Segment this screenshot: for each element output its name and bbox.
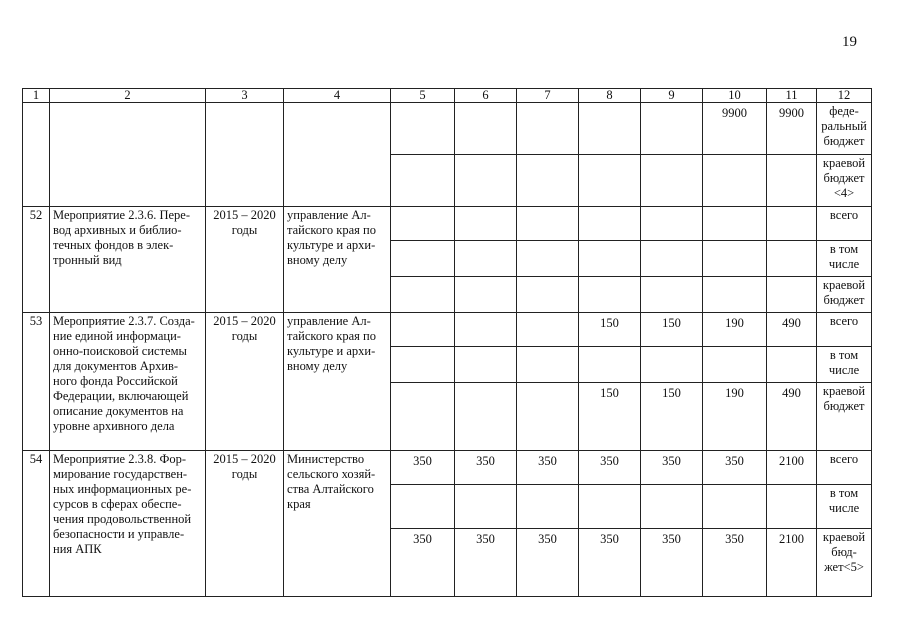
value-cell bbox=[703, 207, 767, 241]
executor: Министерство сельского хозяй- ства Алтайского края bbox=[284, 451, 391, 597]
value-cell: 350 bbox=[391, 529, 455, 597]
funding-source: всего bbox=[817, 313, 872, 347]
value-cell bbox=[391, 103, 455, 155]
executor: управление Ал- тайского края по культуре и архи- вному делу bbox=[284, 207, 391, 313]
value-cell: 2100 bbox=[767, 451, 817, 485]
funding-source: всего bbox=[817, 207, 872, 241]
value-cell: 190 bbox=[703, 383, 767, 451]
value-cell: 150 bbox=[579, 383, 641, 451]
value-cell bbox=[579, 485, 641, 529]
funding-source: в том числе bbox=[817, 241, 872, 277]
value-cell: 350 bbox=[703, 529, 767, 597]
value-cell bbox=[391, 485, 455, 529]
value-cell: 9900 bbox=[767, 103, 817, 155]
value-cell bbox=[517, 241, 579, 277]
value-cell bbox=[703, 347, 767, 383]
value-cell bbox=[767, 347, 817, 383]
funding-source: в том числе bbox=[817, 347, 872, 383]
value-cell: 350 bbox=[455, 451, 517, 485]
value-cell bbox=[579, 347, 641, 383]
value-cell: 150 bbox=[641, 383, 703, 451]
value-cell: 490 bbox=[767, 313, 817, 347]
empty-cell bbox=[284, 103, 391, 207]
header-cell: 4 bbox=[284, 89, 391, 103]
header-cell: 11 bbox=[767, 89, 817, 103]
row-number: 54 bbox=[23, 451, 50, 597]
header-cell: 12 bbox=[817, 89, 872, 103]
value-cell: 490 bbox=[767, 383, 817, 451]
header-cell: 8 bbox=[579, 89, 641, 103]
value-cell bbox=[517, 155, 579, 207]
measure-description: Мероприятие 2.3.6. Пере- вод архивных и библио- течных фондов в элек- тронный вид bbox=[50, 207, 206, 313]
value-cell bbox=[641, 207, 703, 241]
value-cell bbox=[703, 277, 767, 313]
empty-cell bbox=[206, 103, 284, 207]
value-cell bbox=[641, 277, 703, 313]
executor: управление Ал- тайского края по культуре и архи- вному делу bbox=[284, 313, 391, 451]
value-cell: 350 bbox=[517, 451, 579, 485]
value-cell bbox=[455, 347, 517, 383]
implementation-period: 2015 – 2020 годы bbox=[206, 207, 284, 313]
header-cell: 10 bbox=[703, 89, 767, 103]
empty-cell bbox=[23, 103, 50, 207]
value-cell bbox=[641, 347, 703, 383]
value-cell bbox=[767, 485, 817, 529]
header-cell: 1 bbox=[23, 89, 50, 103]
value-cell bbox=[767, 155, 817, 207]
measure-row bbox=[23, 313, 872, 347]
value-cell bbox=[455, 155, 517, 207]
value-cell bbox=[703, 485, 767, 529]
value-cell: 350 bbox=[391, 451, 455, 485]
value-cell: 190 bbox=[703, 313, 767, 347]
funding-source: краевой бюджет bbox=[817, 383, 872, 451]
measure-row bbox=[23, 451, 872, 485]
value-cell bbox=[391, 347, 455, 383]
value-cell bbox=[391, 383, 455, 451]
value-cell bbox=[455, 207, 517, 241]
continuation-row bbox=[23, 103, 872, 155]
value-cell bbox=[517, 103, 579, 155]
header-row bbox=[23, 89, 872, 103]
header-cell: 6 bbox=[455, 89, 517, 103]
header-cell: 7 bbox=[517, 89, 579, 103]
header-cell: 5 bbox=[391, 89, 455, 103]
value-cell bbox=[579, 155, 641, 207]
value-cell bbox=[641, 241, 703, 277]
measure-description: Мероприятие 2.3.8. Фор- мирование государствен- ных информационных ре- сурсов в сферах обеспе- чения продовольственной безопасности и управле- ния АПК bbox=[50, 451, 206, 597]
funding-source: всего bbox=[817, 451, 872, 485]
value-cell bbox=[455, 277, 517, 313]
value-cell bbox=[579, 241, 641, 277]
value-cell bbox=[391, 207, 455, 241]
value-cell bbox=[767, 241, 817, 277]
value-cell bbox=[517, 347, 579, 383]
value-cell bbox=[579, 103, 641, 155]
value-cell bbox=[391, 241, 455, 277]
value-cell bbox=[767, 207, 817, 241]
value-cell: 350 bbox=[517, 529, 579, 597]
value-cell bbox=[517, 313, 579, 347]
value-cell: 350 bbox=[579, 529, 641, 597]
value-cell bbox=[455, 313, 517, 347]
value-cell bbox=[517, 277, 579, 313]
value-cell bbox=[579, 277, 641, 313]
value-cell bbox=[703, 155, 767, 207]
value-cell bbox=[455, 383, 517, 451]
funding-source: в том числе bbox=[817, 485, 872, 529]
value-cell bbox=[517, 485, 579, 529]
measure-description: Мероприятие 2.3.7. Созда- ние единой информаци- онно-поисковой системы для документов Архив- ного фонда Российской Федерации, включающей описание документов на уровне архивного дела bbox=[50, 313, 206, 451]
funding-source: краевой бюд- жет<5> bbox=[817, 529, 872, 597]
value-cell: 2100 bbox=[767, 529, 817, 597]
header-cell: 2 bbox=[50, 89, 206, 103]
value-cell: 350 bbox=[455, 529, 517, 597]
value-cell bbox=[641, 103, 703, 155]
value-cell bbox=[455, 103, 517, 155]
empty-cell bbox=[50, 103, 206, 207]
value-cell bbox=[641, 155, 703, 207]
implementation-period: 2015 – 2020 годы bbox=[206, 451, 284, 597]
row-number: 53 bbox=[23, 313, 50, 451]
value-cell: 150 bbox=[579, 313, 641, 347]
row-number: 52 bbox=[23, 207, 50, 313]
value-cell bbox=[517, 383, 579, 451]
value-cell: 350 bbox=[579, 451, 641, 485]
value-cell bbox=[391, 313, 455, 347]
page-number: 19 bbox=[842, 34, 857, 50]
value-cell bbox=[391, 277, 455, 313]
value-cell: 150 bbox=[641, 313, 703, 347]
value-cell bbox=[579, 207, 641, 241]
funding-source: краевой бюджет bbox=[817, 277, 872, 313]
value-cell: 350 bbox=[641, 451, 703, 485]
value-cell bbox=[703, 241, 767, 277]
value-cell bbox=[455, 485, 517, 529]
header-cell: 9 bbox=[641, 89, 703, 103]
program-measures-table bbox=[22, 88, 872, 597]
value-cell: 9900 bbox=[703, 103, 767, 155]
value-cell: 350 bbox=[703, 451, 767, 485]
implementation-period: 2015 – 2020 годы bbox=[206, 313, 284, 451]
value-cell: 350 bbox=[641, 529, 703, 597]
value-cell bbox=[455, 241, 517, 277]
value-cell bbox=[767, 277, 817, 313]
header-cell: 3 bbox=[206, 89, 284, 103]
value-cell bbox=[641, 485, 703, 529]
funding-source: краевой бюджет <4> bbox=[817, 155, 872, 207]
value-cell bbox=[391, 155, 455, 207]
funding-source: феде- ральный бюджет bbox=[817, 103, 872, 155]
value-cell bbox=[517, 207, 579, 241]
measure-row bbox=[23, 207, 872, 241]
